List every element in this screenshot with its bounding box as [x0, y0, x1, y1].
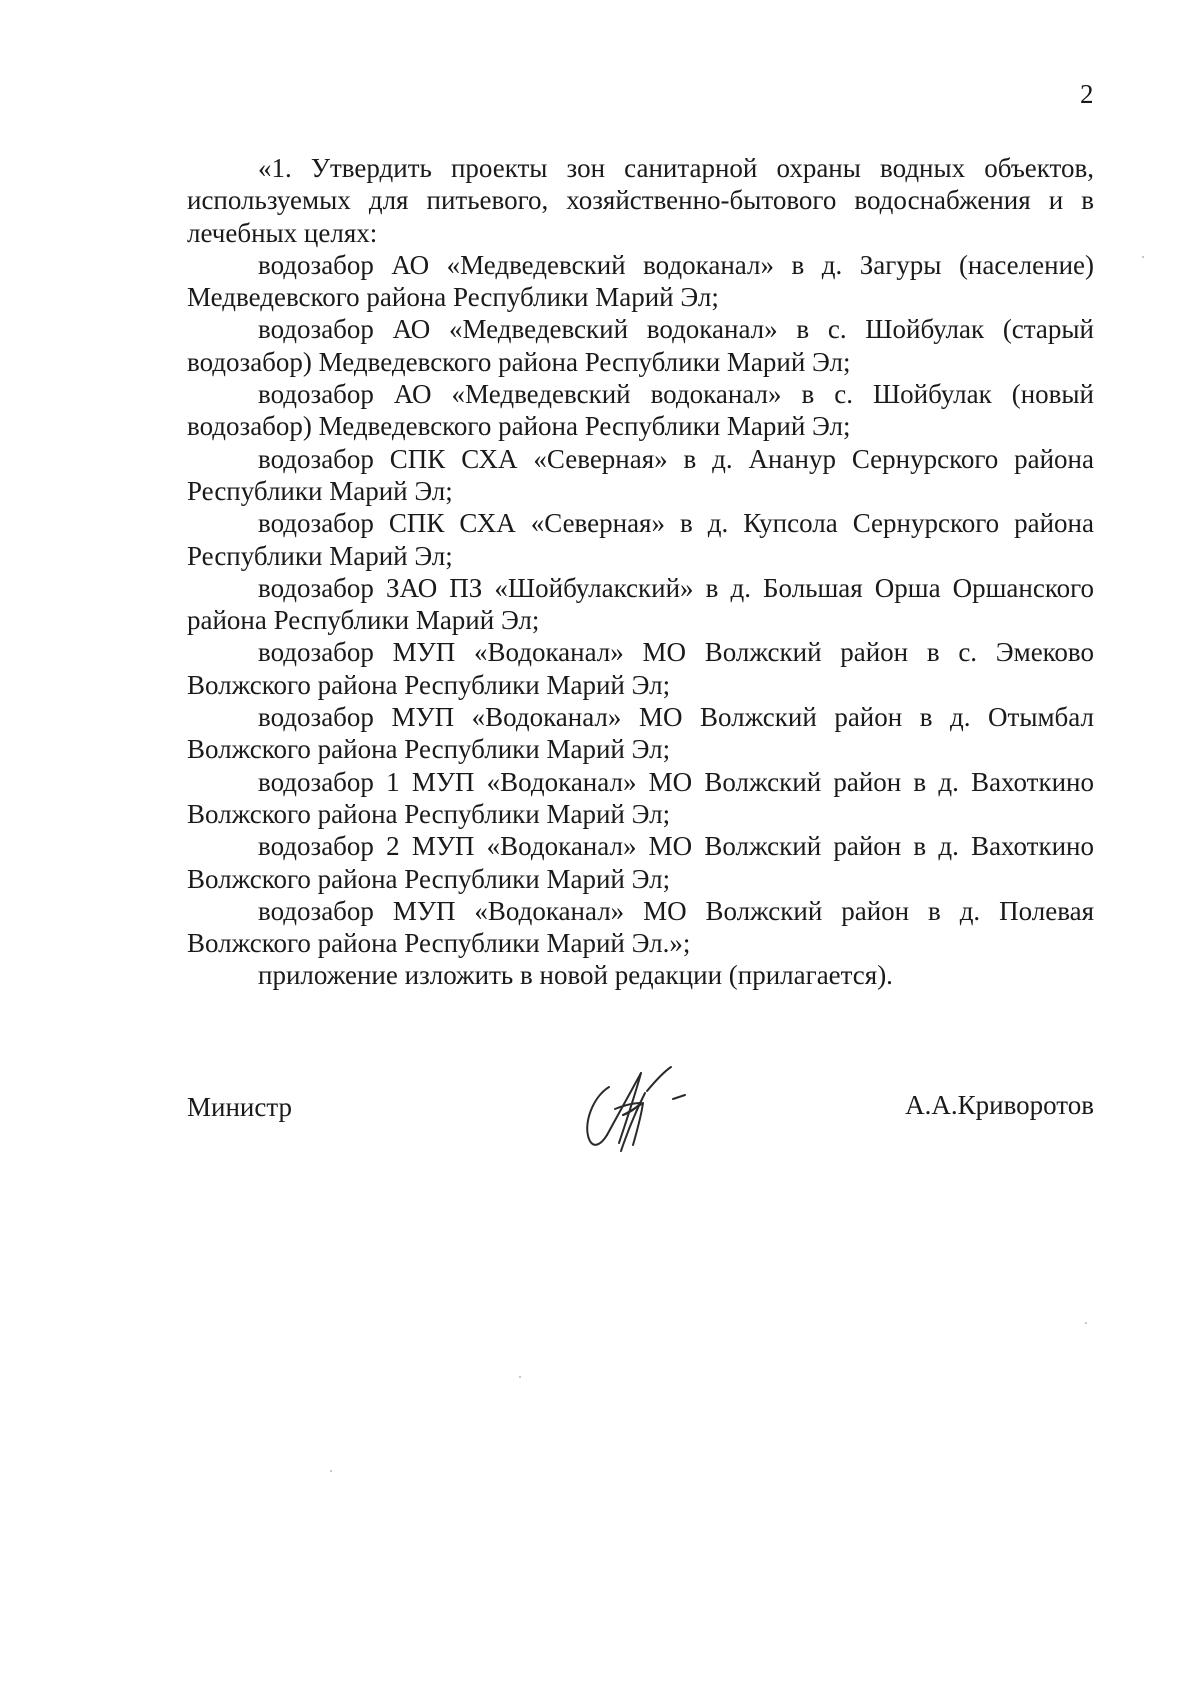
- paragraph-closing: приложение изложить в новой редакции (прилагается).: [258, 960, 893, 991]
- paragraph-item: водозабор 1 МУП «Водоканал» МО Волжский район в д. Вахоткино Волжского района Республики Марий Эл;: [187, 766, 1094, 829]
- scan-speck: [1142, 256, 1144, 258]
- handwritten-signature: [575, 1065, 705, 1157]
- page-number: 2: [1080, 79, 1094, 109]
- paragraph-item: водозабор СПК СХА «Северная» в д. Ананур Сернурского района Республики Марий Эл;: [187, 443, 1094, 506]
- paragraph-item: водозабор АО «Медведевский водоканал» в с. Шойбулак (новый водозабор) Медведевского района Республики Марий Эл;: [187, 379, 1094, 442]
- paragraph-item: водозабор АО «Медведевский водоканал» в с. Шойбулак (старый водозабор) Медведевского района Республики Марий Эл;: [187, 314, 1094, 377]
- scan-speck: [1085, 1322, 1087, 1324]
- document-body: [187, 152, 1094, 992]
- signature-block: [187, 1065, 1094, 1155]
- signatory-title: Министр: [187, 1092, 292, 1122]
- scan-speck: [330, 1470, 332, 1472]
- paragraph-item: водозабор МУП «Водоканал» МО Волжский район в с. Эмеково Волжского района Республики Марий Эл;: [187, 637, 1094, 700]
- paragraph-item: водозабор МУП «Водоканал» МО Волжский район в д. Отымбал Волжского района Республики Марий Эл;: [187, 702, 1094, 765]
- paragraph-item: водозабор МУП «Водоканал» МО Волжский район в д. Полевая Волжского района Республики Марий Эл.»;: [187, 895, 1094, 959]
- signatory-name: А.А.Криворотов: [905, 1090, 1094, 1120]
- scan-speck: [519, 1376, 521, 1378]
- paragraph-item: водозабор ЗАО ПЗ «Шойбулакский» в д. Большая Орша Оршанского района Республики Марий Эл;: [187, 572, 1094, 636]
- paragraph-item: водозабор АО «Медведевский водоканал» в д. Загуры (население) Медведевского района Республики Марий Эл;: [187, 249, 1094, 313]
- paragraph-item: водозабор 2 МУП «Водоканал» МО Волжский район в д. Вахоткино Волжского района Республики Марий Эл;: [187, 831, 1094, 894]
- paragraph-item: водозабор СПК СХА «Северная» в д. Купсола Сернурского района Республики Марий Эл;: [187, 508, 1094, 571]
- paragraph-intro: «1. Утвердить проекты зон санитарной охраны водных объектов, используемых для питьевого, хозяйственно-бытового водоснабжения и в лечебных целях:: [187, 153, 1094, 248]
